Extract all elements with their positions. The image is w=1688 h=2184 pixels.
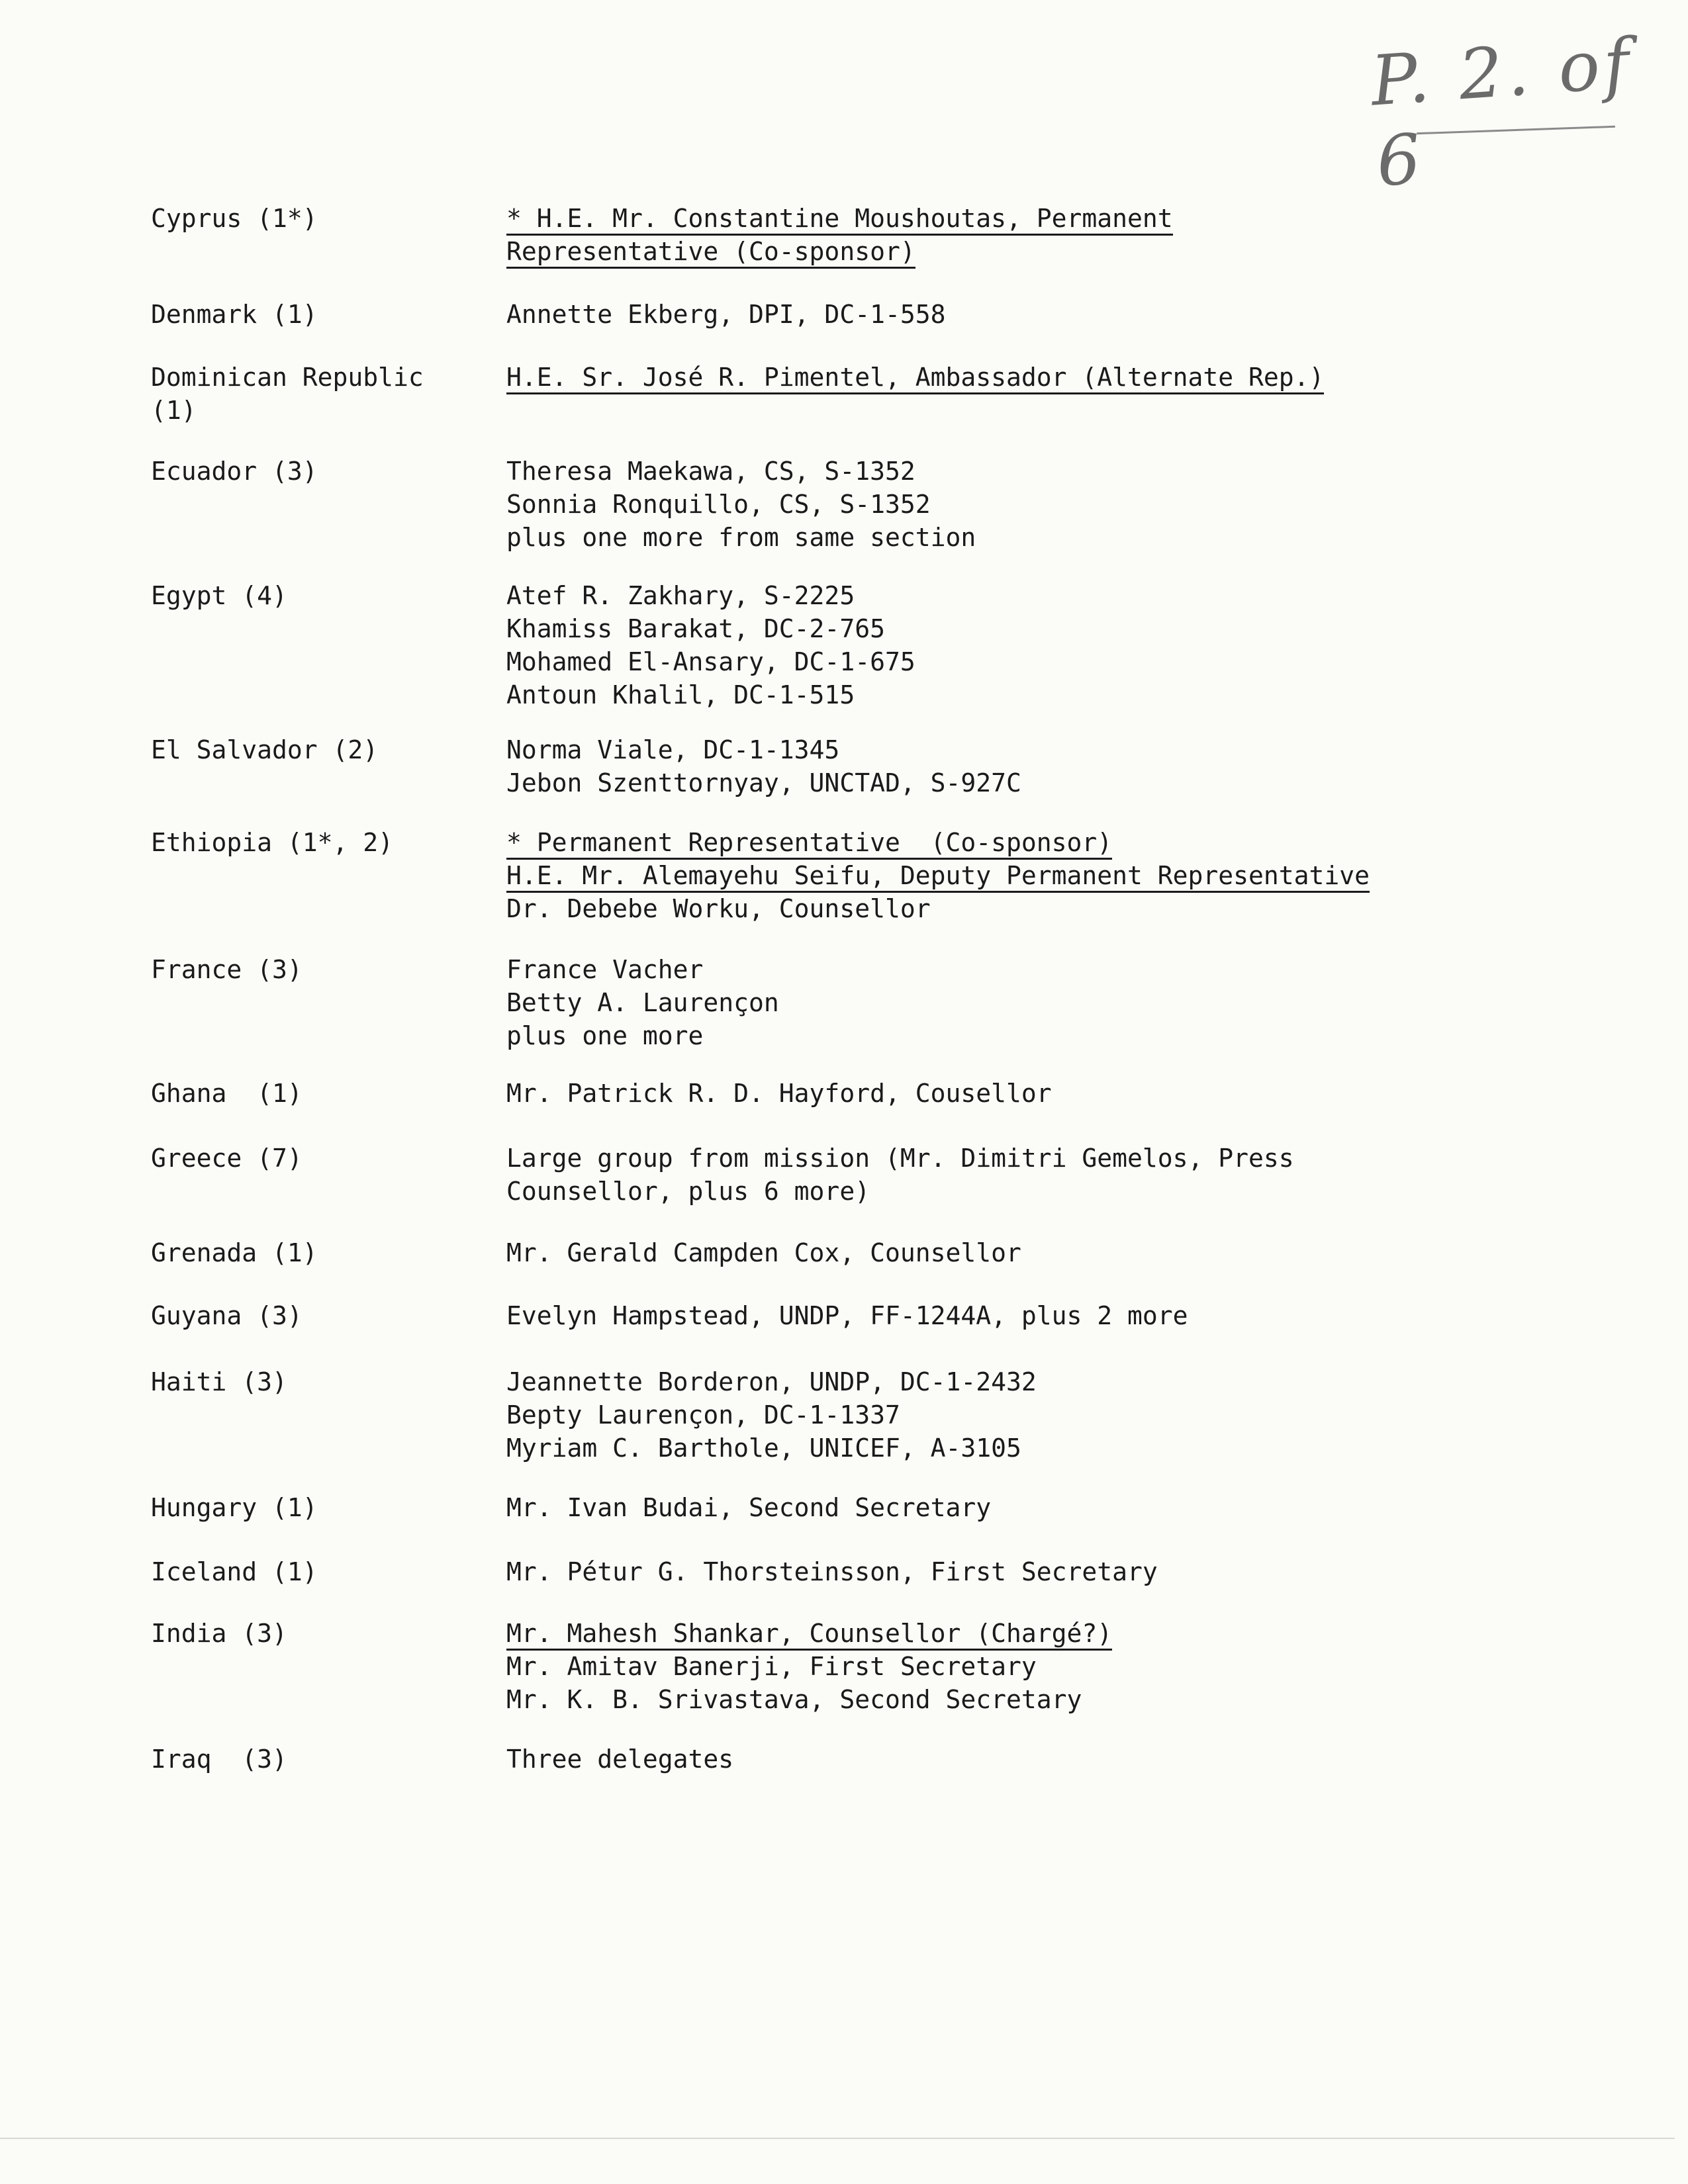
delegate-line bbox=[506, 1077, 1599, 1110]
delegate-lines bbox=[506, 1077, 1599, 1110]
delegate-text: Mr. K. B. Srivastava, Second Secretary bbox=[506, 1685, 1082, 1714]
country-name: Cyprus (1*) bbox=[151, 204, 318, 233]
delegate-lines bbox=[506, 1299, 1599, 1332]
delegate-line bbox=[506, 1365, 1599, 1398]
delegate-line bbox=[506, 521, 1599, 554]
country-name: Ecuador (3) bbox=[151, 457, 318, 486]
delegate-line bbox=[506, 1743, 1599, 1776]
country-name: Grenada (1) bbox=[151, 1238, 318, 1267]
delegate-lines bbox=[506, 455, 1599, 554]
delegate-text: Bepty Laurençon, DC-1-1337 bbox=[506, 1400, 900, 1430]
delegate-text: plus one more from same section bbox=[506, 523, 976, 552]
delegate-text: Mr. Mahesh Shankar, Counsellor (Chargé?) bbox=[506, 1619, 1112, 1651]
delegate-line bbox=[506, 455, 1599, 488]
country-name: Egypt (4) bbox=[151, 581, 287, 610]
delegate-lines bbox=[506, 298, 1599, 331]
delegate-line bbox=[506, 826, 1599, 859]
delegate-text: Mr. Amitav Banerji, First Secretary bbox=[506, 1652, 1037, 1681]
delegate-text: Atef R. Zakhary, S-2225 bbox=[506, 581, 855, 610]
delegate-text: Khamiss Barakat, DC-2-765 bbox=[506, 614, 885, 643]
country-name: Ethiopia (1*, 2) bbox=[151, 828, 394, 857]
delegate-line bbox=[506, 645, 1599, 678]
delegate-text: Betty A. Laurençon bbox=[506, 988, 779, 1017]
handwritten-page-number: P. 2. of 6 bbox=[1368, 23, 1636, 203]
delegate-line bbox=[506, 1142, 1599, 1175]
country-name: Haiti (3) bbox=[151, 1367, 287, 1396]
delegate-text: Evelyn Hampstead, UNDP, FF-1244A, plus 2 more bbox=[506, 1301, 1188, 1330]
delegate-text: * Permanent Representative (Co-sponsor) bbox=[506, 828, 1112, 860]
country-name: Ghana (1) bbox=[151, 1079, 303, 1108]
delegate-line bbox=[506, 1617, 1599, 1650]
delegate-lines bbox=[506, 1617, 1599, 1716]
country-name: France (3) bbox=[151, 955, 303, 984]
delegate-line bbox=[506, 488, 1599, 521]
delegate-line bbox=[506, 678, 1599, 711]
delegate-line bbox=[506, 1491, 1599, 1524]
country-name: Iraq (3) bbox=[151, 1745, 287, 1774]
delegate-line bbox=[506, 1432, 1599, 1465]
delegate-text: H.E. Mr. Alemayehu Seifu, Deputy Permanent Representative bbox=[506, 861, 1370, 893]
delegate-line bbox=[506, 1398, 1599, 1432]
delegate-text: * H.E. Mr. Constantine Moushoutas, Permanent bbox=[506, 204, 1173, 236]
country-name: India (3) bbox=[151, 1619, 287, 1648]
delegate-text: plus one more bbox=[506, 1021, 704, 1050]
page-bottom-edge bbox=[0, 2138, 1675, 2139]
country-name: Guyana (3) bbox=[151, 1301, 303, 1330]
delegate-line bbox=[506, 733, 1599, 766]
delegate-lines bbox=[506, 733, 1599, 799]
delegate-lines bbox=[506, 1365, 1599, 1465]
country-name: Greece (7) bbox=[151, 1144, 303, 1173]
delegate-line bbox=[506, 361, 1599, 394]
delegate-text: H.E. Sr. José R. Pimentel, Ambassador (Alternate Rep.) bbox=[506, 363, 1324, 394]
delegate-line bbox=[506, 1683, 1599, 1716]
delegate-line bbox=[506, 1236, 1599, 1269]
delegate-text: Three delegates bbox=[506, 1745, 734, 1774]
delegate-line bbox=[506, 953, 1599, 986]
delegate-lines bbox=[506, 826, 1599, 925]
delegate-line bbox=[506, 986, 1599, 1019]
delegate-lines bbox=[506, 1491, 1599, 1524]
delegate-text: Myriam C. Barthole, UNICEF, A-3105 bbox=[506, 1433, 1021, 1463]
delegate-text: Mr. Pétur G. Thorsteinsson, First Secretary bbox=[506, 1557, 1158, 1586]
country-name: El Salvador (2) bbox=[151, 735, 379, 764]
delegate-line bbox=[506, 579, 1599, 612]
delegate-lines bbox=[506, 953, 1599, 1052]
country-name: Dominican Republic (1) bbox=[151, 363, 424, 425]
delegate-line bbox=[506, 859, 1599, 892]
delegate-line bbox=[506, 202, 1599, 235]
delegate-text: Counsellor, plus 6 more) bbox=[506, 1177, 870, 1206]
delegate-line bbox=[506, 1555, 1599, 1588]
delegate-text: Representative (Co-sponsor) bbox=[506, 237, 915, 269]
delegate-text: France Vacher bbox=[506, 955, 704, 984]
delegate-text: Annette Ekberg, DPI, DC-1-558 bbox=[506, 300, 946, 329]
delegate-lines bbox=[506, 1743, 1599, 1776]
delegate-line bbox=[506, 1299, 1599, 1332]
delegate-text: Antoun Khalil, DC-1-515 bbox=[506, 680, 855, 709]
delegate-text: Large group from mission (Mr. Dimitri Gemelos, Press bbox=[506, 1144, 1294, 1173]
delegate-line bbox=[506, 235, 1599, 268]
delegate-text: Mr. Gerald Campden Cox, Counsellor bbox=[506, 1238, 1021, 1267]
delegate-lines bbox=[506, 1142, 1599, 1208]
delegate-lines bbox=[506, 579, 1599, 711]
delegate-line bbox=[506, 1175, 1599, 1208]
delegate-lines bbox=[506, 1555, 1599, 1588]
delegate-line bbox=[506, 1019, 1599, 1052]
delegate-text: Theresa Maekawa, CS, S-1352 bbox=[506, 457, 915, 486]
country-name: Iceland (1) bbox=[151, 1557, 318, 1586]
delegate-line bbox=[506, 1650, 1599, 1683]
delegate-text: Jeannette Borderon, UNDP, DC-1-2432 bbox=[506, 1367, 1037, 1396]
delegate-line bbox=[506, 766, 1599, 799]
country-name: Hungary (1) bbox=[151, 1493, 318, 1522]
delegate-text: Sonnia Ronquillo, CS, S-1352 bbox=[506, 490, 931, 519]
country-name: Denmark (1) bbox=[151, 300, 318, 329]
delegate-lines bbox=[506, 361, 1599, 394]
delegate-line bbox=[506, 892, 1599, 925]
delegate-line bbox=[506, 612, 1599, 645]
delegate-text: Mr. Ivan Budai, Second Secretary bbox=[506, 1493, 992, 1522]
delegate-lines bbox=[506, 1236, 1599, 1269]
delegate-text: Mr. Patrick R. D. Hayford, Cousellor bbox=[506, 1079, 1052, 1108]
delegate-text: Jebon Szenttornyay, UNCTAD, S-927C bbox=[506, 768, 1021, 797]
delegate-text: Mohamed El-Ansary, DC-1-675 bbox=[506, 647, 915, 676]
delegate-lines bbox=[506, 202, 1599, 268]
delegate-text: Norma Viale, DC-1-1345 bbox=[506, 735, 840, 764]
delegate-line bbox=[506, 298, 1599, 331]
delegate-text: Dr. Debebe Worku, Counsellor bbox=[506, 894, 931, 923]
